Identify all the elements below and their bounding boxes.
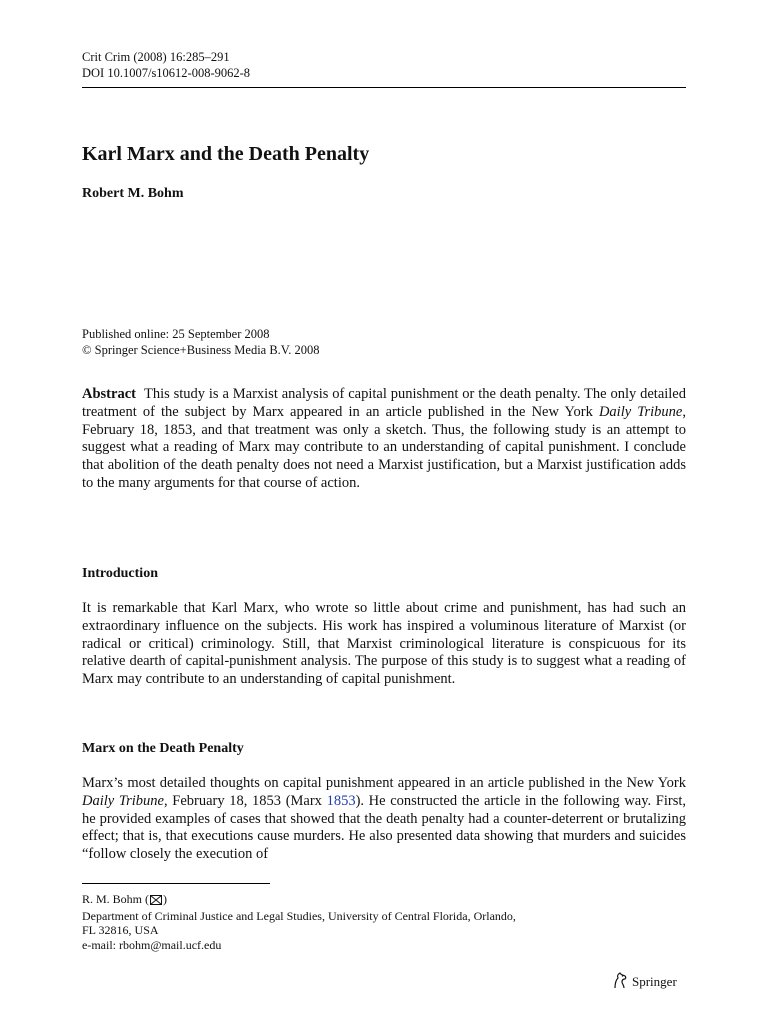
journal-header bbox=[82, 49, 250, 81]
article-title: Karl Marx and the Death Penalty bbox=[82, 143, 370, 165]
journal-citation: Crit Crim (2008) 16:285–291 bbox=[82, 50, 230, 64]
header-rule bbox=[82, 87, 686, 88]
abstract-newspaper-name: Daily Tribune bbox=[598, 403, 683, 420]
footnote-rule bbox=[82, 883, 270, 884]
springer-horse-icon bbox=[612, 972, 628, 994]
marx-text-continued: , February 18, 1853 (Marx bbox=[164, 792, 327, 809]
footnote-address: FL 32816, USA bbox=[82, 923, 159, 937]
published-online-date: Published online: 25 September 2008 bbox=[82, 327, 270, 341]
publication-info bbox=[82, 326, 319, 358]
introduction-heading: Introduction bbox=[82, 566, 158, 581]
doi-line: DOI 10.1007/s10612-008-9062-8 bbox=[82, 66, 251, 80]
citation-link[interactable]: 1853 bbox=[326, 792, 356, 809]
marx-section-paragraph bbox=[82, 775, 686, 864]
marx-text: Marx’s most detailed thoughts on capital punishment appeared in an article published in the New York bbox=[82, 775, 686, 791]
footnote-author: R. M. Bohm ( bbox=[82, 892, 150, 906]
abstract-label: Abstract bbox=[82, 386, 136, 402]
envelope-icon bbox=[150, 894, 162, 909]
introduction-text: It is remarkable that Karl Marx, who wrote so little about crime and punishment, has had such an extraordinary influence on the subjects. His work has inspired a voluminous literature of Marxist (or radical or critical) criminology. Still, that Marxist criminological literature is conspicuous for its relative dearth of capital-punishment analysis. The purpose of this study is to suggest what a reading of Marx may contribute to an understanding of capital punishment. bbox=[82, 600, 686, 688]
abstract-text-continued: , February 18, 1853, and that treatment was only a sketch. Thus, the following study is an attempt to suggest what a reading of Marx may contribute to an understanding of capital punishment. I conclude that abolition of the death penalty does not need a Marxist justification, but a Marxist justification adds to the many arguments for that course of action. bbox=[82, 403, 686, 491]
author-footnote bbox=[82, 892, 516, 952]
abstract-text: This study is a Marxist analysis of capital punishment or the death penalty. The only detailed treatment of the subject by Marx appeared in an article published in the New York bbox=[82, 386, 686, 420]
author-name: Robert M. Bohm bbox=[82, 186, 184, 201]
footnote-author-close: ) bbox=[163, 892, 168, 906]
publisher-logo bbox=[612, 972, 677, 994]
abstract bbox=[82, 386, 686, 493]
introduction-paragraph bbox=[82, 600, 686, 689]
copyright-line: © Springer Science+Business Media B.V. 2008 bbox=[82, 343, 320, 357]
marx-text-end: ). He constructed the article in the following way. First, he provided examples of cases that showed that the death penalty had a counter-deterrent or brutalizing effect; that is, that executions cause murders. He also presented data showing that murders and suicides “follow closely the execution of bbox=[82, 792, 686, 863]
footnote-affiliation: Department of Criminal Justice and Legal Studies, University of Central Florida, Orlando, bbox=[82, 908, 516, 923]
marx-newspaper-name: Daily Tribune bbox=[82, 792, 164, 809]
springer-wordmark: Springer bbox=[632, 974, 677, 989]
marx-section-heading: Marx on the Death Penalty bbox=[82, 741, 244, 756]
footnote-email: e-mail: rbohm@mail.ucf.edu bbox=[82, 937, 222, 952]
